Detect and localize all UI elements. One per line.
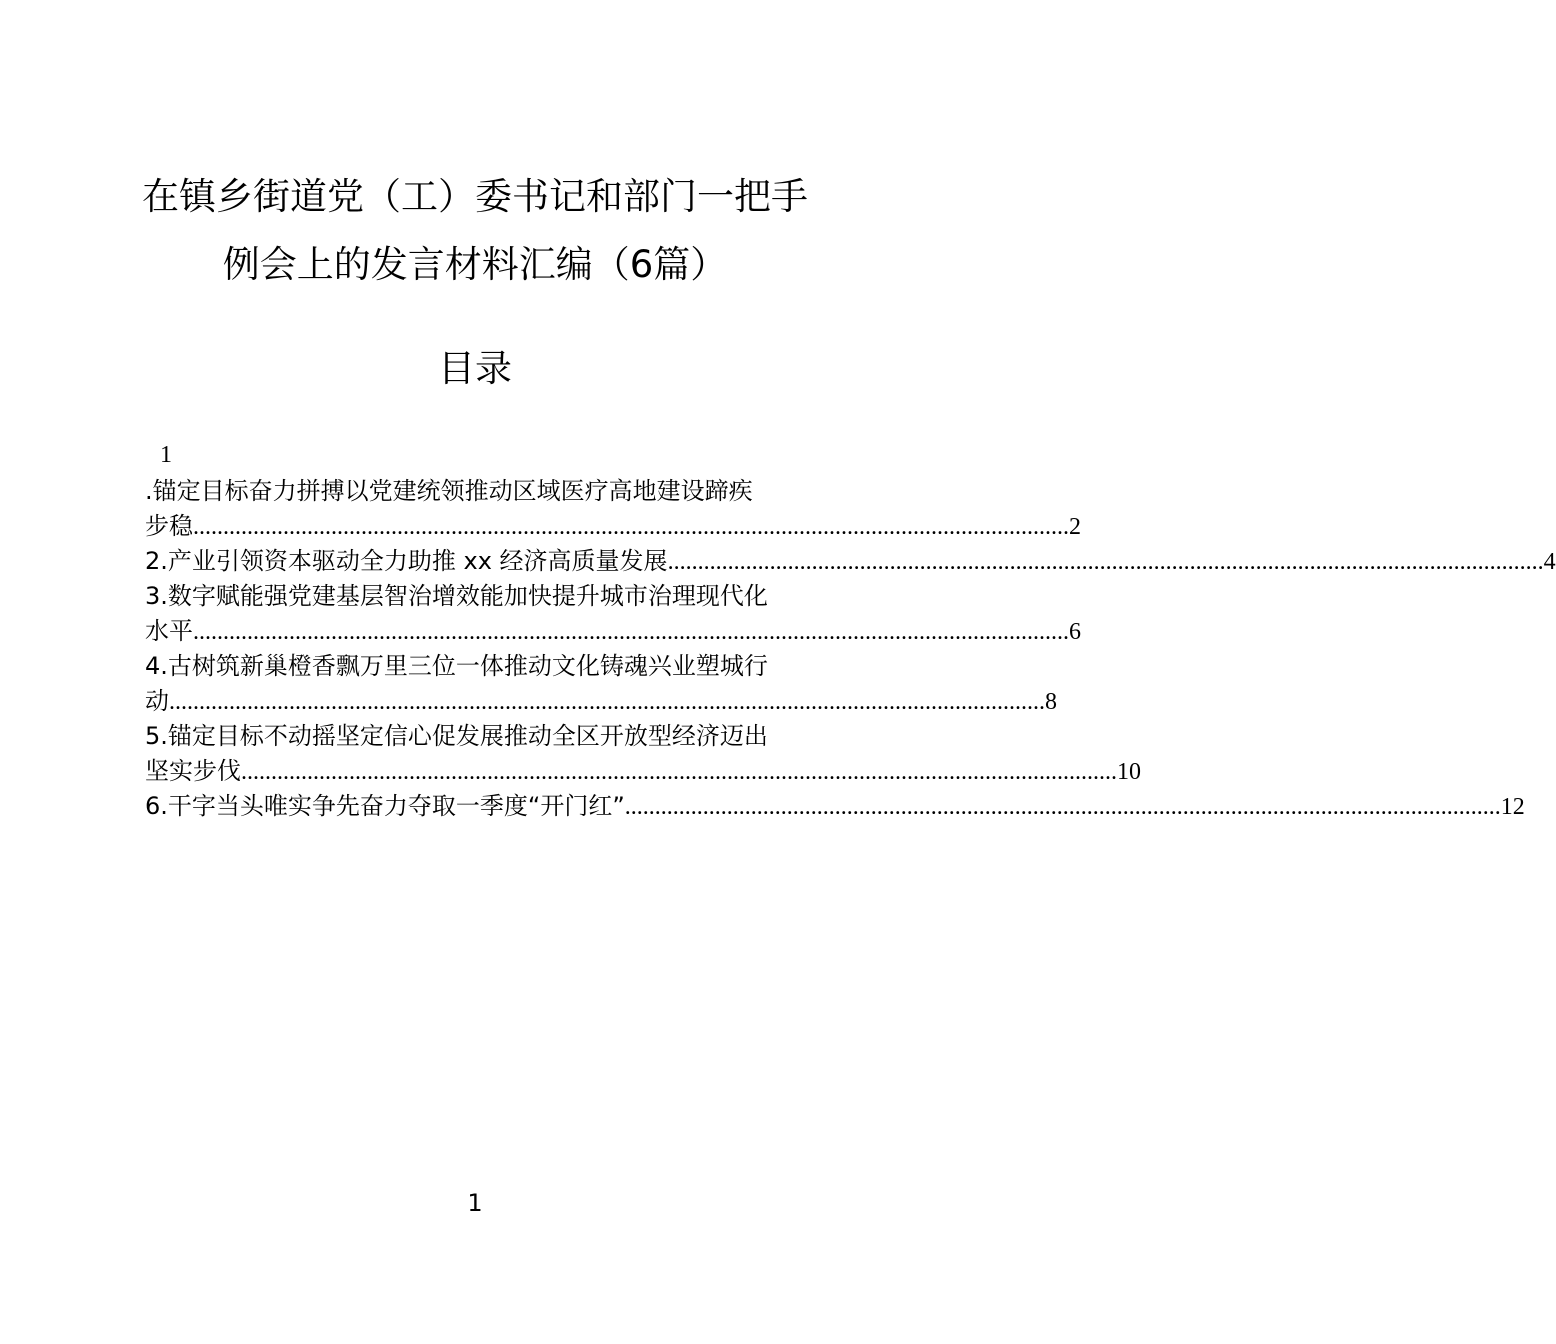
toc-item-3-row[interactable] bbox=[145, 614, 1081, 649]
toc-item-6-title: 6.干字当头唯实争先奋力夺取一季度“开门红” bbox=[145, 792, 625, 820]
page-number: 1 bbox=[467, 1189, 483, 1217]
toc-item-6-page: 12 bbox=[1500, 794, 1525, 820]
toc-item-4-title[interactable]: 4.古树筑新巢橙香飘万里三位一体推动文化铸魂兴业塑城行 bbox=[145, 652, 768, 680]
table-of-contents bbox=[145, 436, 1556, 824]
toc-item-5-page: 10 bbox=[1117, 759, 1141, 785]
dot-leader: .................................................................................................................................................. bbox=[193, 619, 1069, 645]
toc-item-3-title-cont: 水平 bbox=[145, 617, 193, 645]
dot-leader: .................................................................................................................................................. bbox=[667, 549, 1544, 575]
toc-item-1-title[interactable]: .锚定目标奋力拼搏以党建统领推动区域医疗高地建设蹄疾 bbox=[145, 477, 753, 505]
toc-item-1-title-cont: 步稳 bbox=[145, 512, 193, 540]
toc-item-1-page: 2 bbox=[1069, 514, 1081, 540]
toc-item-1-row[interactable] bbox=[145, 509, 1081, 544]
dot-leader: .................................................................................................................................................. bbox=[241, 759, 1117, 785]
toc-item-1-number: 1 bbox=[160, 442, 172, 468]
toc-item-4-page: 8 bbox=[1045, 689, 1057, 715]
toc-item-2-row[interactable] bbox=[145, 544, 1556, 579]
toc-item-4-row[interactable] bbox=[145, 684, 1057, 719]
toc-item-5-title-cont: 坚实步伐 bbox=[145, 757, 241, 785]
toc-item-4-title-cont: 动 bbox=[145, 687, 169, 715]
document-title-line-2: 例会上的发言材料汇编（6篇） bbox=[222, 243, 728, 286]
toc-heading: 目录 bbox=[438, 347, 512, 390]
dot-leader: .................................................................................................................................................. bbox=[624, 794, 1501, 820]
dot-leader: .................................................................................................................................................. bbox=[169, 689, 1045, 715]
toc-item-6-row[interactable] bbox=[145, 789, 1525, 824]
toc-item-3-title[interactable]: 3.数字赋能强党建基层智治增效能加快提升城市治理现代化 bbox=[145, 582, 768, 610]
toc-item-2-page: 4 bbox=[1543, 549, 1556, 575]
toc-item-5-title[interactable]: 5.锚定目标不动摇坚定信心促发展推动全区开放型经济迈出 bbox=[145, 722, 768, 750]
dot-leader: .................................................................................................................................................. bbox=[193, 514, 1069, 540]
toc-item-2-title: 2.产业引领资本驱动全力助推 xx 经济高质量发展 bbox=[145, 547, 668, 575]
document-title-line-1: 在镇乡街道党（工）委书记和部门一把手 bbox=[142, 175, 808, 218]
toc-item-5-row[interactable] bbox=[145, 754, 1141, 789]
toc-item-3-page: 6 bbox=[1069, 619, 1081, 645]
